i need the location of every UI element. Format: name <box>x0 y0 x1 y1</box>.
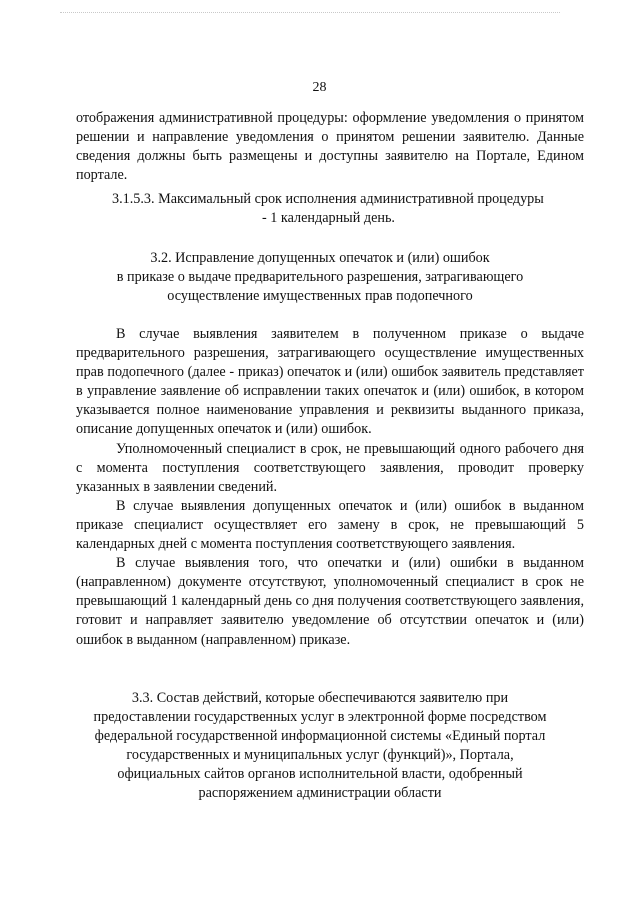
heading-line: 3.3. Состав действий, которые обеспечиваются заявителю при <box>131 690 509 706</box>
heading-line: в приказе о выдаче предварительного разрешения, затрагивающего <box>116 269 524 286</box>
paragraph-text: В случае выявления допущенных опечаток и (или) ошибок в выданном приказе специалист осуществляет его замену в срок, не превышающий 5 календарных дней с момента поступления соответствующего заявления. <box>76 497 584 553</box>
continuation-paragraph <box>76 109 584 185</box>
item-3-1-5-3-line1: 3.1.5.3. Максимальный срок исполнения административной процедуры <box>112 191 544 207</box>
scan-edge-line <box>60 12 560 14</box>
page-number: 28 <box>312 80 327 95</box>
heading-line: государственных и муниципальных услуг (функций)», Портала, <box>126 747 514 764</box>
paragraph-text: Уполномоченный специалист в срок, не превышающий одного рабочего дня с момента поступления соответствующего заявления, проводит проверку указанных в заявлении сведений. <box>76 440 584 495</box>
section-heading-3-3 <box>70 689 570 804</box>
heading-line: предоставлении государственных услуг в электронной форме посредством <box>93 709 547 726</box>
heading-line: федеральной государственной информационной системы «Единый портал <box>94 728 546 745</box>
paragraph-text: В случае выявления того, что опечатки и (или) ошибки в выданном (направленном) документе отсутствуют, уполномоченный специалист в срок не превышающий 1 календарный день со дня получения соответствующего заявления, готовит и направляет заявителю уведомление об отсутствии опечаток и (или) ошибок в выданном (направленном) приказе. <box>76 555 584 648</box>
paragraph-text: В случае выявления заявителем в полученном приказе о выдаче предварительного разрешения, затрагивающего осуществление имущественных прав подопечного (далее - приказ) опечаток и (или) ошибок заявитель представляет в управление заявление об исправлении таких опечаток и (или) ошибок, в котором указывается полное наименование управления и реквизиты выданного приказа, описание допущенных опечаток и (или) ошибок. <box>76 326 584 438</box>
section-3-2-body <box>76 325 584 650</box>
heading-line: осуществление имущественных прав подопечного <box>167 288 473 305</box>
heading-line: распоряжением администрации области <box>198 785 442 802</box>
item-3-1-5-3-line2: - 1 календарный день. <box>262 210 395 226</box>
heading-line: официальных сайтов органов исполнительной власти, одобренный <box>117 766 523 783</box>
heading-line: 3.2. Исправление допущенных опечаток и (или) ошибок <box>150 250 490 266</box>
paragraph-text: отображения административной процедуры: оформление уведомления о принятом решении и направление уведомления о принятом решении заявителю. Данные сведения должны быть размещены и доступны заявителю на Портале, Едином портале. <box>76 110 584 184</box>
section-heading-3-2 <box>80 249 560 306</box>
